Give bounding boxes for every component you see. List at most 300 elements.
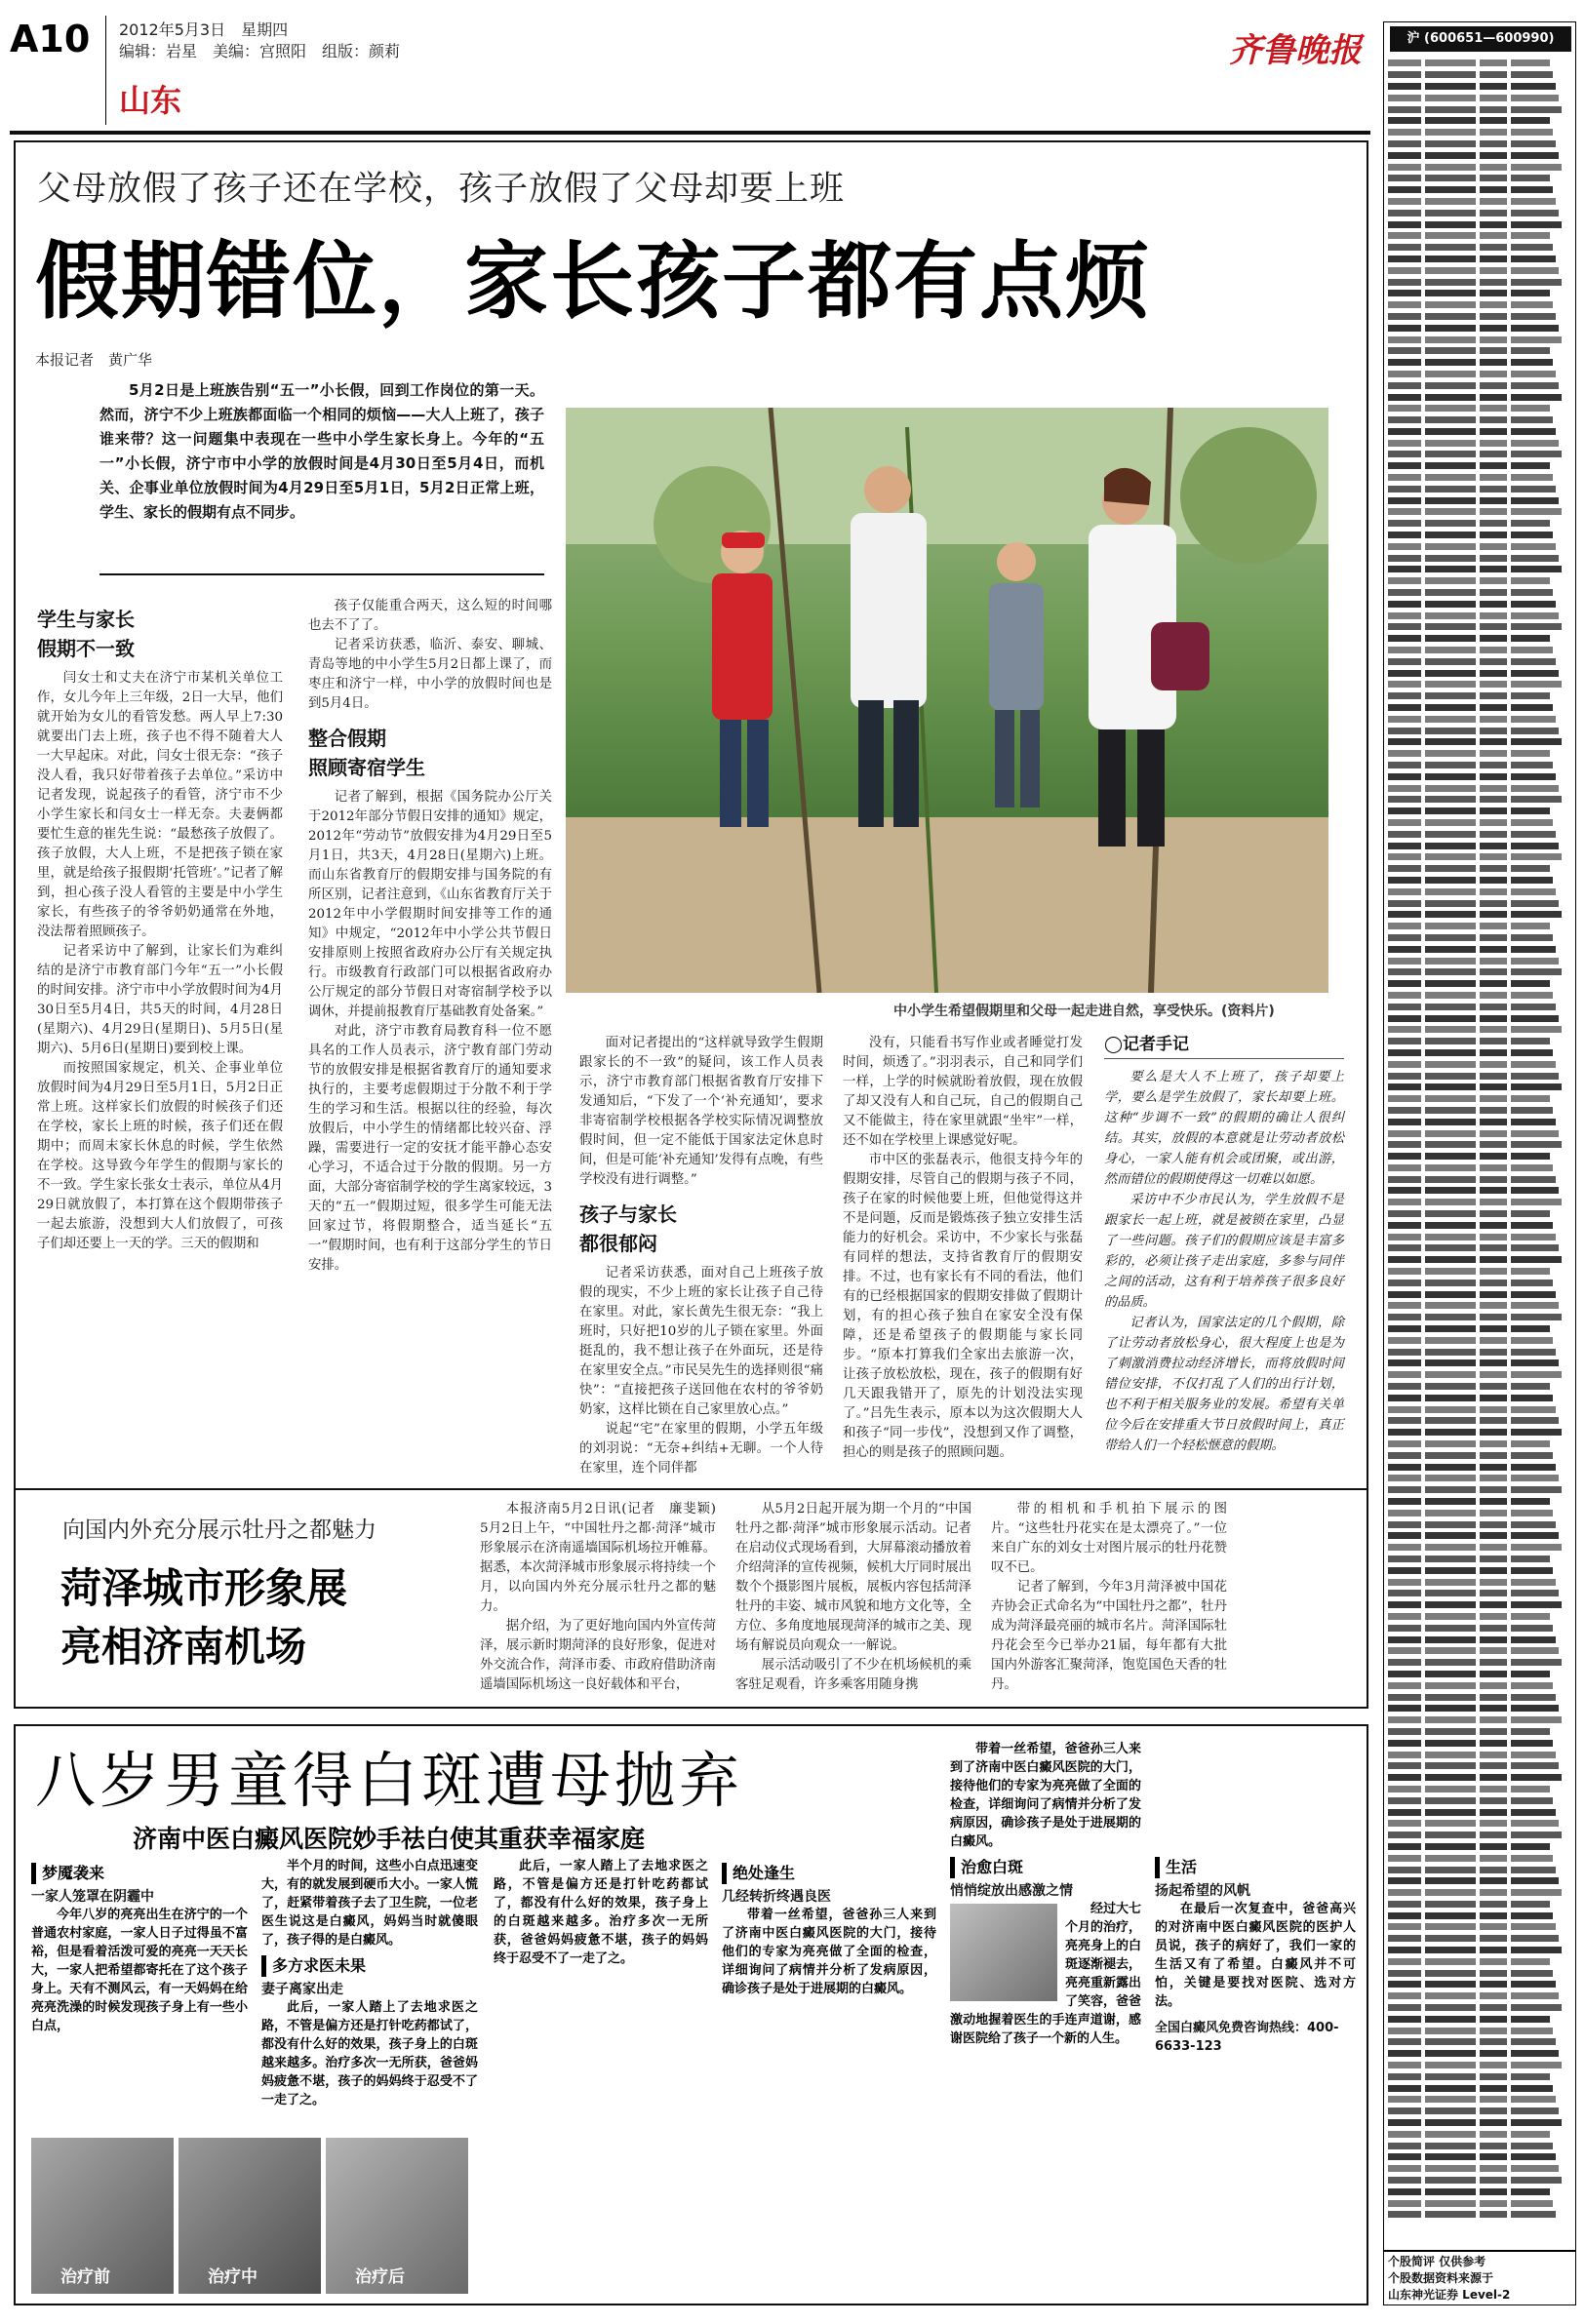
stock-cell [1388, 1544, 1421, 1551]
stock-cell [1425, 95, 1476, 101]
stock-row [1388, 92, 1573, 103]
stock-row [1388, 2140, 1573, 2151]
stock-cell [1511, 1923, 1556, 1930]
stock-cell [1480, 129, 1507, 136]
stock-cell [1511, 2050, 1559, 2057]
stock-cell [1425, 923, 1476, 929]
stock-cell [1511, 762, 1553, 768]
stock-cell [1511, 1176, 1556, 1183]
stock-cell [1480, 807, 1507, 814]
stock-cell [1388, 2016, 1421, 2023]
stock-row [1388, 518, 1573, 530]
lead-column-3 [579, 1034, 823, 1478]
stock-cell [1511, 1889, 1562, 1896]
stock-row [1388, 1231, 1573, 1242]
stock-cell [1480, 843, 1507, 849]
stock-cell [1511, 934, 1553, 941]
stock-cell [1388, 486, 1421, 492]
stock-cell [1425, 1786, 1476, 1792]
stock-cell [1480, 1486, 1507, 1493]
stock-cell [1388, 1325, 1421, 1332]
stock-cell [1425, 1671, 1476, 1677]
stock-cell [1388, 738, 1421, 745]
stock-cell [1425, 2143, 1476, 2149]
stock-cell [1480, 1694, 1507, 1701]
stock-cell [1480, 1613, 1507, 1620]
stock-cell [1425, 1923, 1476, 1930]
stock-cell [1480, 612, 1507, 619]
stock-cell [1480, 647, 1507, 653]
stock-cell [1480, 59, 1507, 66]
ad-section-text: 在最后一次复查中，爸爸高兴的对济南中医白癜风医院的医护人员说，孩子的病好了，我们一家的生活又有了希望。白癜风并不可怕，关键是要找对医院、选对方法。 [1155, 1902, 1356, 2009]
stock-row [1388, 1645, 1573, 1657]
stock-cell [1511, 2119, 1562, 2126]
stock-cell [1480, 164, 1507, 171]
lead-intro [99, 378, 544, 525]
stock-cell [1425, 2038, 1476, 2045]
stock-row [1388, 242, 1573, 254]
stock-row [1388, 196, 1573, 208]
stock-cell [1425, 2211, 1476, 2218]
stock-cell [1388, 83, 1421, 90]
stock-cell [1425, 1164, 1476, 1171]
stock-cell [1480, 1302, 1507, 1309]
stock-cell [1511, 2177, 1562, 2184]
stock-cell [1425, 394, 1476, 401]
stock-cell [1425, 2050, 1476, 2057]
stock-row [1388, 414, 1573, 426]
stock-cell [1388, 888, 1421, 895]
stock-cell [1511, 347, 1550, 354]
stock-cell [1480, 1532, 1507, 1539]
stock-cell [1388, 2096, 1421, 2103]
stock-cell [1388, 1176, 1421, 1183]
paragraph: 孩子仅能重合两天，这么短的时间哪也去不了了。 [308, 599, 552, 633]
stock-cell [1388, 1912, 1421, 1919]
stock-cell [1425, 1912, 1476, 1919]
stock-cell [1388, 1107, 1421, 1114]
stock-cell [1511, 1544, 1562, 1551]
stock-cell [1388, 1625, 1421, 1632]
stock-cell [1480, 2153, 1507, 2160]
stock-cell [1511, 1130, 1559, 1137]
stock-cell [1425, 1049, 1476, 1056]
stock-row [1388, 1082, 1573, 1093]
stock-cell [1425, 2119, 1476, 2126]
stock-cell [1480, 2200, 1507, 2207]
lead-story [14, 140, 1368, 1709]
stock-cell [1480, 1395, 1507, 1401]
stock-row [1388, 1576, 1573, 1588]
stock-cell [1425, 1383, 1476, 1390]
stock-row [1388, 978, 1573, 990]
stock-cell [1480, 71, 1507, 78]
stock-cell [1511, 1809, 1556, 1816]
stock-cell [1425, 1107, 1476, 1114]
stock-cell [1480, 428, 1507, 435]
stock-cell [1425, 59, 1476, 66]
stock-cell [1511, 1774, 1562, 1781]
ad-section-text: 经过大七个月的治疗，亮亮身上的白斑逐渐褪去，亮亮重新露出了笑容，爸爸激动地握着医生的手连声道谢，感谢医院给了孩子一个新的人生。 [950, 1902, 1142, 2046]
stock-row [1388, 1427, 1573, 1438]
stock-cell [1511, 692, 1550, 699]
stock-cell [1511, 1026, 1562, 1033]
stock-row [1388, 655, 1573, 667]
stock-row [1388, 69, 1573, 81]
stock-cell [1511, 1682, 1553, 1689]
stock-cell [1388, 1786, 1421, 1792]
stock-cell [1425, 1210, 1476, 1217]
stock-cell [1425, 692, 1476, 699]
stock-cell [1388, 1268, 1421, 1275]
stock-cell [1388, 1061, 1421, 1068]
paragraph: 展示活动吸引了不少在机场候机的乘客驻足观看，许多乘客用随身携 [735, 1658, 971, 1692]
stock-cell [1388, 1049, 1421, 1056]
stock-cell [1480, 1130, 1507, 1137]
stock-cell [1425, 1268, 1476, 1275]
stock-row [1388, 2094, 1573, 2106]
stock-cell [1388, 2050, 1421, 2057]
stock-row [1388, 1518, 1573, 1530]
stock-row [1388, 575, 1573, 587]
lead-column-4 [843, 1034, 1083, 1463]
family-nature-photo [566, 408, 1328, 993]
stock-cell [1388, 1464, 1421, 1471]
stock-cell [1511, 1234, 1556, 1241]
stock-cell [1480, 83, 1507, 90]
footer-line: 山东神光证券 Level-2 [1388, 2288, 1511, 2302]
stock-cell [1388, 2107, 1421, 2114]
byline: 本报记者 黄广华 [35, 351, 153, 369]
stock-cell [1480, 1440, 1507, 1447]
stock-cell [1480, 658, 1507, 665]
stock-cell [1480, 1762, 1507, 1769]
stock-row [1388, 1277, 1573, 1288]
stock-row [1388, 1887, 1573, 1899]
stock-cell [1388, 681, 1421, 688]
stock-cell [1425, 106, 1476, 113]
stock-sidebar-title: 沪 (600651—600990) [1390, 26, 1571, 52]
stock-cell [1425, 1752, 1476, 1758]
stock-cell [1511, 1498, 1550, 1505]
stock-cell [1480, 958, 1507, 965]
stock-row [1388, 2025, 1573, 2036]
stock-cell [1425, 71, 1476, 78]
stock-cell [1425, 279, 1476, 286]
stock-cell [1388, 877, 1421, 884]
stock-cell [1511, 2096, 1556, 2103]
stock-cell [1511, 1671, 1550, 1677]
stock-cell [1388, 405, 1421, 412]
stock-cell [1388, 647, 1421, 653]
stock-row [1388, 552, 1573, 564]
stock-cell [1511, 1187, 1559, 1194]
stock-cell [1425, 958, 1476, 965]
stock-cell [1425, 347, 1476, 354]
stock-cell [1511, 301, 1553, 308]
ad-section-title: 生活 [1155, 1857, 1356, 1878]
stock-cell [1511, 543, 1556, 550]
stock-cell [1511, 1141, 1562, 1148]
stock-cell [1480, 785, 1507, 792]
stock-row [1388, 1852, 1573, 1864]
stock-cell [1511, 1567, 1553, 1574]
stock-cell [1425, 1567, 1476, 1574]
stock-cell [1425, 117, 1476, 124]
stock-cell [1425, 1636, 1476, 1643]
stock-cell [1425, 1843, 1476, 1850]
stock-cell [1388, 497, 1421, 504]
stock-cell [1425, 785, 1476, 792]
stock-row [1388, 2106, 1573, 2117]
stock-cell [1480, 1992, 1507, 1999]
stock-cell [1425, 382, 1476, 389]
stock-cell [1480, 992, 1507, 999]
stock-cell [1480, 1912, 1507, 1919]
stock-cell [1511, 2073, 1550, 2080]
stock-cell [1425, 2073, 1476, 2080]
stock-cell [1388, 1153, 1421, 1160]
stock-cell [1425, 508, 1476, 515]
stock-row [1388, 1438, 1573, 1450]
stock-cell [1388, 1234, 1421, 1241]
stock-row [1388, 1910, 1573, 1921]
stock-row [1388, 794, 1573, 806]
stock-cell [1425, 853, 1476, 860]
stock-row [1388, 184, 1573, 196]
stock-cell [1480, 877, 1507, 884]
stock-cell [1425, 1440, 1476, 1447]
stock-cell [1388, 934, 1421, 941]
stock-cell [1425, 497, 1476, 504]
stock-cell [1480, 1544, 1507, 1551]
stock-cell [1388, 1371, 1421, 1378]
stock-row [1388, 1622, 1573, 1634]
stock-cell [1480, 1867, 1507, 1873]
stock-row [1388, 1254, 1573, 1266]
stock-cell [1425, 1762, 1476, 1769]
stock-cell [1480, 1107, 1507, 1114]
stock-row [1388, 311, 1573, 323]
stock-cell [1511, 1762, 1559, 1769]
stock-cell [1480, 451, 1507, 457]
stock-cell [1511, 1613, 1550, 1620]
stock-cell [1511, 1636, 1556, 1643]
stock-cell [1425, 716, 1476, 723]
stock-cell [1480, 968, 1507, 975]
stock-cell [1425, 796, 1476, 803]
stock-cell [1388, 1244, 1421, 1251]
stock-cell [1388, 1740, 1421, 1747]
stock-cell [1480, 2028, 1507, 2034]
stock-cell [1388, 140, 1421, 147]
stock-cell [1388, 164, 1421, 171]
stock-cell [1388, 566, 1421, 572]
stock-cell [1480, 1015, 1507, 1022]
stock-cell [1425, 1130, 1476, 1137]
stock-cell [1388, 2143, 1421, 2149]
stock-row [1388, 748, 1573, 760]
stock-cell [1425, 175, 1476, 181]
stock-row [1388, 1197, 1573, 1208]
stock-cell [1480, 1464, 1507, 1471]
stock-cell [1480, 796, 1507, 803]
stock-cell [1425, 1337, 1476, 1344]
stock-cell [1425, 1244, 1476, 1251]
stock-cell [1511, 1383, 1550, 1390]
stock-cell [1480, 290, 1507, 296]
stock-cell [1511, 911, 1562, 918]
stock-row [1388, 955, 1573, 966]
stock-row [1388, 1058, 1573, 1070]
stock-cell [1425, 336, 1476, 343]
stock-row [1388, 2186, 1573, 2197]
stock-row [1388, 2013, 1573, 2025]
stock-cell [1511, 1625, 1553, 1632]
stock-cell [1511, 577, 1550, 584]
stock-cell [1480, 888, 1507, 895]
stock-cell [1511, 416, 1553, 423]
stock-cell [1480, 1164, 1507, 1171]
stock-cell [1425, 647, 1476, 653]
stock-cell [1511, 888, 1556, 895]
stock-row [1388, 1714, 1573, 1726]
stock-cell [1425, 2085, 1476, 2092]
stock-cell [1511, 106, 1562, 113]
stock-row [1388, 1979, 1573, 1990]
stock-row [1388, 840, 1573, 851]
stock-cell [1480, 1359, 1507, 1366]
stock-cell [1480, 267, 1507, 274]
stock-row [1388, 633, 1573, 645]
stock-cell [1425, 221, 1476, 228]
stock-cell [1511, 647, 1553, 653]
stock-cell [1480, 382, 1507, 389]
stock-cell [1511, 1268, 1550, 1275]
stock-cell [1388, 1889, 1421, 1896]
stock-row [1388, 173, 1573, 184]
stock-row [1388, 1588, 1573, 1599]
ad-section-title: 梦魇袭来 [31, 1863, 248, 1884]
stock-cell [1388, 716, 1421, 723]
stock-cell [1425, 1498, 1476, 1505]
stock-cell [1425, 359, 1476, 366]
stock-cell [1388, 325, 1421, 332]
stock-cell [1425, 1740, 1476, 1747]
stock-row [1388, 1554, 1573, 1565]
notes-title-text: 记者手记 [1123, 1035, 1190, 1054]
stock-cell [1511, 440, 1559, 447]
stock-cell [1480, 1210, 1507, 1217]
stock-cell [1511, 946, 1556, 953]
stock-row [1388, 2209, 1573, 2221]
stock-cell [1388, 301, 1421, 308]
stock-cell [1480, 1199, 1507, 1205]
stock-cell [1511, 612, 1559, 619]
stock-cell [1388, 589, 1421, 596]
stock-cell [1480, 1877, 1507, 1884]
stock-cell [1425, 1855, 1476, 1862]
stock-cell [1425, 2062, 1476, 2068]
stock-cell [1480, 1601, 1507, 1608]
stock-cell [1425, 1992, 1476, 1999]
stock-cell [1388, 1199, 1421, 1205]
stock-row [1388, 1945, 1573, 1956]
stock-cell [1480, 1843, 1507, 1850]
stock-cell [1480, 1141, 1507, 1148]
stock-cell [1511, 83, 1556, 90]
stock-cell [1511, 267, 1559, 274]
stock-cell [1388, 1383, 1421, 1390]
stock-row [1388, 1818, 1573, 1830]
stock-cell [1480, 301, 1507, 308]
stock-cell [1388, 359, 1421, 366]
heze-kicker: 向国内外充分展示牡丹之都魅力 [62, 1517, 376, 1543]
stock-cell [1511, 831, 1556, 838]
stock-row [1388, 115, 1573, 127]
stock-cell [1511, 1359, 1559, 1366]
stock-row [1388, 1564, 1573, 1576]
stock-sidebar [1383, 21, 1576, 2305]
stock-row [1388, 702, 1573, 714]
stock-cell [1388, 992, 1421, 999]
stock-row [1388, 472, 1573, 484]
stock-cell [1511, 1038, 1550, 1044]
stock-cell [1388, 1222, 1421, 1229]
stock-cell [1388, 2131, 1421, 2138]
stock-cell [1425, 1004, 1476, 1010]
stock-cell [1511, 1371, 1562, 1378]
stock-cell [1425, 1395, 1476, 1401]
stock-cell [1511, 1510, 1553, 1517]
stock-cell [1480, 117, 1507, 124]
stock-row [1388, 725, 1573, 736]
stock-cell [1480, 900, 1507, 907]
stock-cell [1425, 1958, 1476, 1965]
stock-listing [1388, 58, 1573, 2242]
stock-cell [1480, 1728, 1507, 1735]
stock-cell [1425, 1464, 1476, 1471]
stock-cell [1425, 1544, 1476, 1551]
stock-cell [1511, 853, 1562, 860]
stock-cell [1388, 382, 1421, 389]
stock-cell [1480, 416, 1507, 423]
ad-subheadline: 济南中医白癜风医院妙手祛白使其重获幸福家庭 [133, 1825, 646, 1853]
stock-cell [1511, 704, 1553, 711]
stock-cell [1480, 1073, 1507, 1080]
stock-cell [1388, 256, 1421, 262]
stock-cell [1480, 2062, 1507, 2068]
paragraph: 记者了解到，今年3月菏泽被中国花卉协会正式命名为“中国牡丹之都”，牡丹成为菏泽最亮丽的城市名片。菏泽国际牡丹花会至今已举办21届，每年都有大批国内外游客汇聚菏泽，饱览国色天香的牡丹。 [991, 1580, 1227, 1692]
stock-cell [1388, 2004, 1421, 2011]
stock-cell [1388, 577, 1421, 584]
stock-row [1388, 1381, 1573, 1393]
stock-row [1388, 1899, 1573, 1910]
stock-cell [1388, 1935, 1421, 1942]
paragraph: 没有，只能看书写作业或者睡觉打发时间，烦透了。”羽羽表示，自己和同学们一样，上学的时候就盼着放假，现在放假了却又没有人和自己玩，自己的假期自己又不能做主，待在家里就跟“坐牢”一样，还不如在学校里上课感觉好呢。 [843, 1036, 1083, 1148]
stock-cell [1388, 1314, 1421, 1320]
stock-cell [1425, 1073, 1476, 1080]
lead-photo [566, 408, 1328, 993]
stock-cell [1425, 1429, 1476, 1436]
stock-cell [1388, 1015, 1421, 1022]
stock-cell [1480, 1705, 1507, 1712]
stock-cell [1511, 1970, 1553, 1977]
stock-row [1388, 1346, 1573, 1358]
stock-cell [1388, 1579, 1421, 1586]
stock-cell [1511, 1119, 1556, 1125]
ad-headline: 八岁男童得白斑遭母抛弃 [35, 1745, 744, 1816]
